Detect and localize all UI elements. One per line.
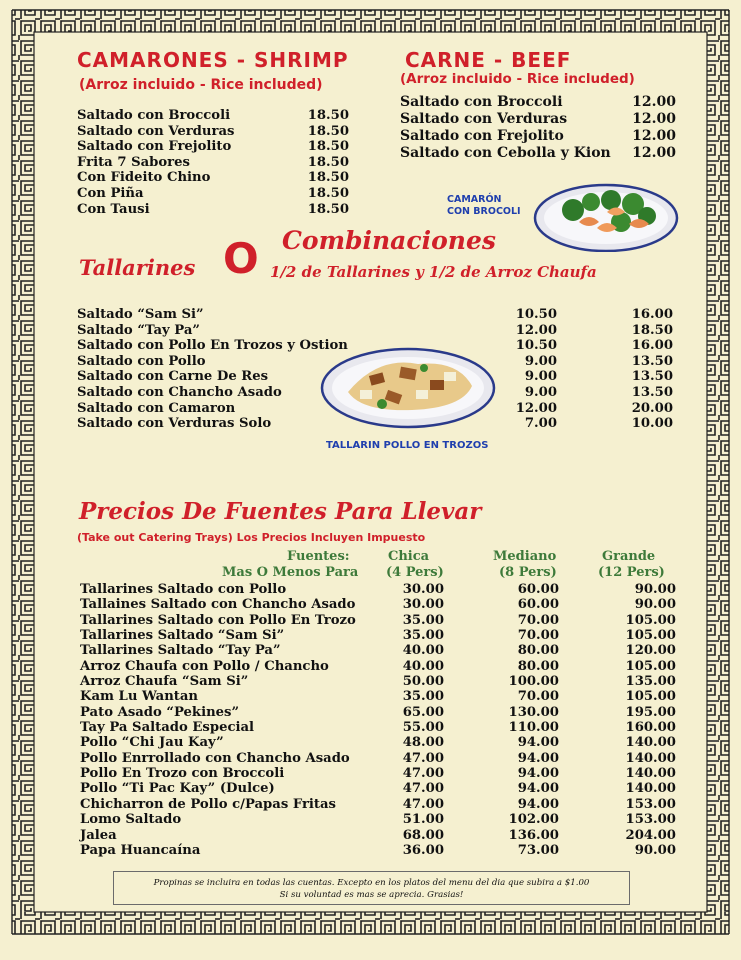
fuentes-label: Fuentes:	[287, 549, 350, 564]
tray-grande: 153.00	[625, 812, 676, 828]
shrimp-photo-caption-2: CON BROCOLI	[447, 206, 521, 217]
item-name: Saltado con Broccoli	[400, 94, 563, 110]
table-row	[80, 674, 676, 689]
tray-mediano: 100.00	[508, 674, 559, 690]
tray-grande: 135.00	[625, 674, 676, 690]
item-name: Saltado con Broccoli	[77, 108, 231, 123]
tray-mediano: 130.00	[508, 704, 559, 720]
tray-mediano: 70.00	[517, 628, 559, 644]
shrimp-subtitle: (Arroz incluido - Rice included)	[79, 77, 323, 93]
combinaciones-description: 1/2 de Tallarines y 1/2 de Arroz Chaufa	[270, 263, 597, 281]
table-row	[80, 828, 676, 843]
tray-chica: 68.00	[402, 827, 444, 843]
tray-mediano: 94.00	[517, 735, 559, 751]
item-name: Con Piña	[77, 185, 144, 201]
item-name: Saltado “Tay Pa”	[77, 322, 200, 338]
noodle-photo-caption: TALLARIN POLLO EN TROZOS	[326, 440, 489, 451]
item-name: Saltado con Carne De Res	[77, 369, 269, 385]
table-row	[80, 582, 676, 597]
list-item	[77, 202, 349, 218]
item-price: 18.50	[307, 170, 349, 186]
tray-grande: 140.00	[625, 781, 676, 797]
list-item	[400, 95, 676, 112]
list-item	[77, 155, 349, 171]
item-name: Saltado con Frejolito	[77, 139, 232, 155]
list-item	[77, 170, 349, 186]
item-price-full: 20.00	[631, 400, 673, 416]
item-price-full: 10.00	[631, 416, 673, 432]
item-name: Con Tausi	[77, 201, 150, 217]
list-item	[77, 108, 349, 124]
chica-header: Chica	[388, 549, 430, 564]
beef-list	[400, 95, 676, 163]
tray-name: Chicharron de Pollo c/Papas Fritas	[80, 796, 336, 812]
item-name: Saltado con Verduras Solo	[77, 416, 272, 432]
table-row	[80, 659, 676, 674]
item-price-full: 13.50	[631, 369, 673, 385]
table-row	[80, 812, 676, 827]
tray-mediano: 70.00	[517, 612, 559, 628]
tray-grande: 204.00	[625, 827, 676, 843]
trays-list	[80, 582, 676, 858]
tray-chica: 51.00	[402, 812, 444, 828]
tray-chica: 35.00	[402, 628, 444, 644]
table-row	[80, 613, 676, 628]
tray-name: Papa Huancaína	[80, 842, 201, 858]
table-row	[80, 597, 676, 612]
tray-mediano: 94.00	[517, 781, 559, 797]
list-item	[77, 307, 677, 323]
shrimp-title: CAMARONES - SHRIMP	[77, 48, 349, 72]
tray-mediano: 80.00	[517, 643, 559, 659]
tray-grande: 90.00	[634, 842, 676, 858]
beef-subtitle: (Arroz incluido - Rice included)	[400, 71, 635, 87]
tray-name: Arroz Chaufa con Pollo / Chancho	[80, 658, 329, 674]
shrimp-broccoli-plate-image	[533, 182, 679, 252]
item-price-half: 10.50	[515, 338, 557, 354]
tray-mediano: 102.00	[508, 812, 559, 828]
tray-chica: 65.00	[402, 704, 444, 720]
tray-name: Pollo En Trozo con Broccoli	[80, 766, 285, 782]
tray-chica: 35.00	[402, 612, 444, 628]
tray-chica: 47.00	[402, 796, 444, 812]
tray-name: Arroz Chaufa “Sam Si”	[80, 674, 249, 690]
tray-grande: 90.00	[634, 597, 676, 613]
table-row	[80, 766, 676, 781]
item-price-half: 9.00	[524, 369, 557, 385]
list-item	[77, 186, 349, 202]
tray-grande: 120.00	[625, 643, 676, 659]
table-row	[80, 643, 676, 658]
item-price-half: 12.00	[515, 322, 557, 338]
grande-persons: (12 Pers)	[598, 565, 665, 580]
tray-grande: 105.00	[625, 689, 676, 705]
shrimp-photo-caption-1: CAMARÓN	[447, 194, 502, 205]
item-name: Saltado con Verduras	[77, 123, 235, 139]
list-item	[77, 323, 677, 339]
tray-name: Tallarines Saltado con Pollo	[80, 582, 287, 597]
tray-chica: 50.00	[402, 674, 444, 690]
tray-grande: 153.00	[625, 796, 676, 812]
tray-name: Tallarines Saltado con Pollo En Trozo	[80, 612, 356, 628]
item-name: Saltado con Pollo	[77, 353, 206, 369]
list-item	[400, 129, 676, 146]
tray-name: Jalea	[80, 827, 117, 843]
tray-chica: 35.00	[402, 689, 444, 705]
trays-subtitle: (Take out Catering Trays) Los Precios Incluyen Impuesto	[77, 531, 426, 544]
tray-grande: 160.00	[625, 720, 676, 736]
item-price-full: 16.00	[631, 338, 673, 354]
chica-persons: (4 Pers)	[386, 565, 444, 580]
tray-chica: 47.00	[402, 750, 444, 766]
beef-title: CARNE - BEEF	[405, 48, 572, 72]
tray-grande: 105.00	[625, 658, 676, 674]
table-row	[80, 797, 676, 812]
tray-mediano: 60.00	[517, 597, 559, 613]
tray-grande: 105.00	[625, 628, 676, 644]
item-price: 12.00	[632, 128, 676, 144]
tray-name: Pollo “Ti Pac Kay” (Dulce)	[80, 781, 275, 797]
tray-mediano: 94.00	[517, 766, 559, 782]
tip-note-line-2: Si su voluntad es mas se aprecia. Grasias!	[279, 890, 464, 900]
tray-name: Lomo Saltado	[80, 812, 182, 828]
item-price-full: 13.50	[631, 353, 673, 369]
tray-name: Pato Asado “Pekines”	[80, 704, 240, 720]
item-price: 18.50	[307, 123, 349, 139]
tray-mediano: 136.00	[508, 827, 559, 843]
mas-o-menos-label: Mas O Menos Para	[222, 565, 359, 580]
tray-chica: 40.00	[402, 643, 444, 659]
item-price: 12.00	[632, 145, 676, 161]
item-price-half: 12.00	[515, 400, 557, 416]
list-item	[400, 146, 676, 163]
table-row	[80, 689, 676, 704]
tray-mediano: 94.00	[517, 796, 559, 812]
tray-chica: 55.00	[402, 720, 444, 736]
item-name: Saltado “Sam Si”	[77, 307, 204, 322]
item-price-half: 7.00	[524, 416, 557, 432]
tray-grande: 90.00	[634, 582, 676, 597]
trays-title: Precios De Fuentes Para Llevar	[79, 498, 482, 525]
tray-chica: 30.00	[402, 582, 444, 597]
table-row	[80, 735, 676, 750]
tray-mediano: 80.00	[517, 658, 559, 674]
tray-mediano: 94.00	[517, 750, 559, 766]
tip-note-line-1: Propinas se incluira en todas las cuentas. Excepto en los platos del menu del dia que subira a $1.00	[153, 878, 590, 888]
tray-grande: 140.00	[625, 750, 676, 766]
item-name: Saltado con Frejolito	[400, 128, 564, 144]
tray-mediano: 70.00	[517, 689, 559, 705]
noodle-chicken-plate-image	[320, 346, 496, 430]
table-row	[80, 751, 676, 766]
tray-chica: 30.00	[402, 597, 444, 613]
combinaciones-heading: Combinaciones	[282, 226, 496, 255]
item-price: 18.50	[307, 108, 349, 123]
item-name: Frita 7 Sabores	[77, 154, 190, 170]
tray-name: Pollo Enrrollado con Chancho Asado	[80, 750, 350, 766]
tray-chica: 48.00	[402, 735, 444, 751]
tray-grande: 195.00	[625, 704, 676, 720]
item-price-full: 13.50	[631, 384, 673, 400]
tip-note	[113, 871, 630, 905]
item-price-full: 18.50	[631, 322, 673, 338]
list-item	[77, 124, 349, 140]
item-price: 18.50	[307, 185, 349, 201]
tray-grande: 140.00	[625, 766, 676, 782]
tallarines-heading: Tallarines	[79, 255, 196, 280]
shrimp-list	[77, 108, 349, 217]
item-name: Saltado con Camaron	[77, 400, 236, 416]
item-name: Saltado con Chancho Asado	[77, 384, 282, 400]
tray-name: Tallarines Saltado “Sam Si”	[80, 628, 285, 644]
list-item	[77, 139, 349, 155]
tray-name: Pollo “Chi Jau Kay”	[80, 735, 224, 751]
item-name: Saltado con Pollo En Trozos y Ostion	[77, 338, 348, 354]
tray-name: Kam Lu Wantan	[80, 689, 199, 705]
item-price: 18.50	[307, 201, 349, 217]
tray-grande: 140.00	[625, 735, 676, 751]
tray-name: Tallaines Saltado con Chancho Asado	[80, 597, 356, 613]
tray-mediano: 110.00	[508, 720, 559, 736]
item-price: 18.50	[307, 139, 349, 155]
item-price: 12.00	[632, 94, 676, 110]
item-price-half: 9.00	[524, 384, 557, 400]
table-row	[80, 720, 676, 735]
table-row	[80, 781, 676, 796]
table-row	[80, 705, 676, 720]
item-name: Saltado con Verduras	[400, 111, 568, 127]
item-price-half: 9.00	[524, 353, 557, 369]
mediano-header: Mediano	[493, 549, 557, 564]
item-price: 18.50	[307, 154, 349, 170]
tray-mediano: 60.00	[517, 582, 559, 597]
tray-chica: 47.00	[402, 781, 444, 797]
item-name: Saltado con Cebolla y Kion	[400, 145, 611, 161]
tray-name: Tay Pa Saltado Especial	[80, 720, 255, 736]
tray-chica: 36.00	[402, 842, 444, 858]
o-heading: O	[223, 234, 259, 283]
tray-name: Tallarines Saltado “Tay Pa”	[80, 643, 281, 659]
item-price-half: 10.50	[515, 307, 557, 322]
grande-header: Grande	[602, 549, 656, 564]
tray-chica: 47.00	[402, 766, 444, 782]
tray-grande: 105.00	[625, 612, 676, 628]
mediano-persons: (8 Pers)	[499, 565, 557, 580]
list-item	[400, 112, 676, 129]
table-row	[80, 628, 676, 643]
tray-chica: 40.00	[402, 658, 444, 674]
tray-mediano: 73.00	[517, 842, 559, 858]
table-row	[80, 843, 676, 858]
item-price: 12.00	[632, 111, 676, 127]
item-name: Con Fideito Chino	[77, 170, 211, 186]
item-price-full: 16.00	[631, 307, 673, 322]
